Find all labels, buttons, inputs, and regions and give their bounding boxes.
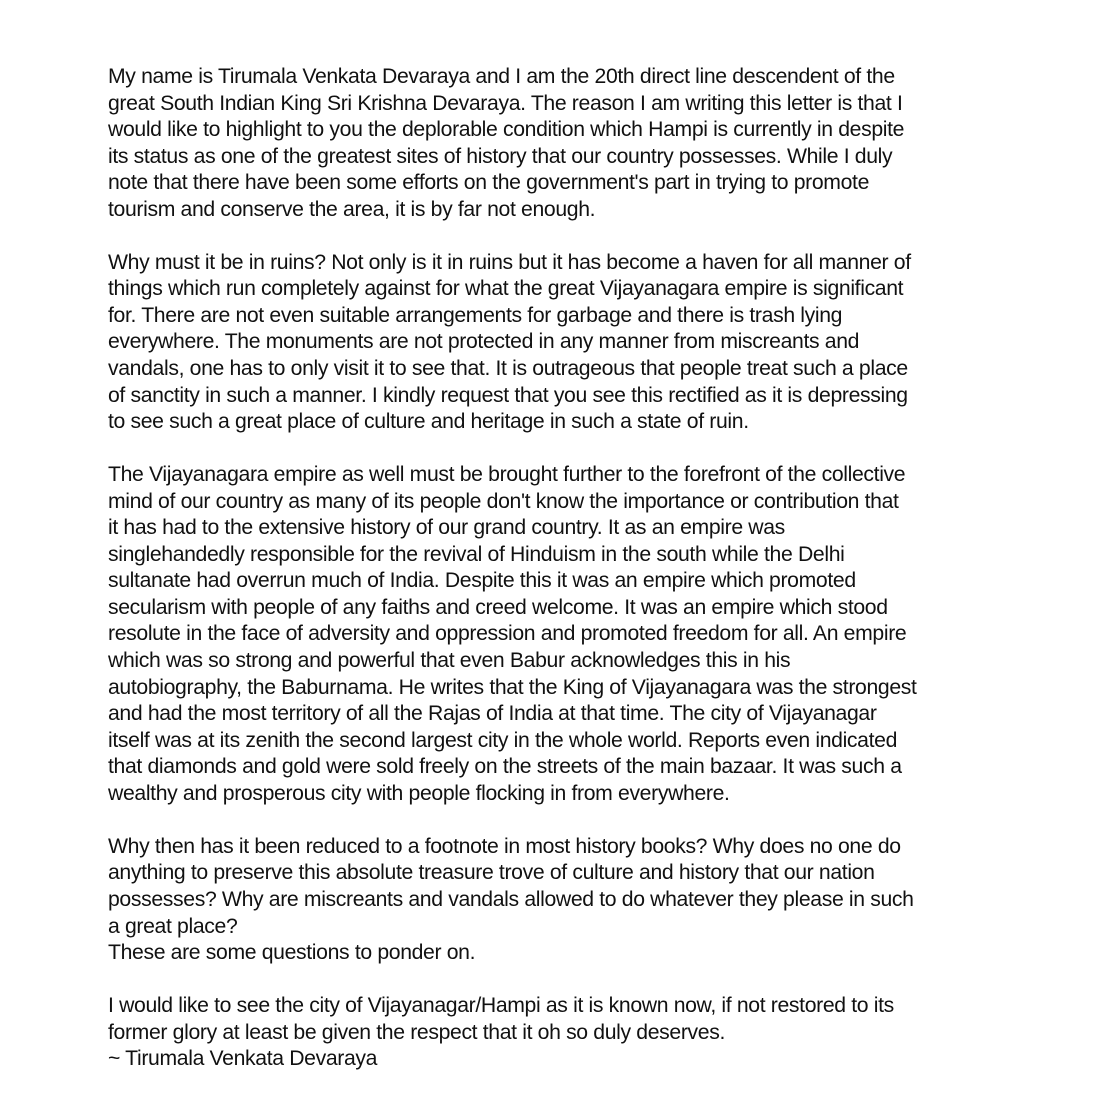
text-line: tourism and conserve the area, it is by far not enough. <box>108 197 596 221</box>
text-line: and had the most territory of all the Rajas of India at that time. The city of Vijayanagar <box>108 702 877 726</box>
text-line: mind of our country as many of its people don't know the importance or contribution that <box>108 489 899 513</box>
text-line: would like to highlight to you the deplorable condition which Hampi is currently in despite <box>108 118 905 142</box>
text-line: to see such a great place of culture and heritage in such a state of ruin. <box>108 410 749 434</box>
text-line: My name is Tirumala Venkata Devaraya and I am the 20th direct line descendent of the <box>108 65 895 88</box>
text-line: which was so strong and powerful that even Babur acknowledges this in his <box>108 649 791 673</box>
text-line: Why then has it been reduced to a footnote in most history books? Why does no one do <box>108 834 901 858</box>
paragraph-ruins <box>108 250 1018 436</box>
text-line: possesses? Why are miscreants and vandals allowed to do whatever they please in such <box>108 887 914 911</box>
paragraph-intro <box>108 64 1018 223</box>
text-line: great South Indian King Sri Krishna Devaraya. The reason I am writing this letter is that I <box>108 91 903 115</box>
text-line: secularism with people of any faiths and creed welcome. It was an empire which stood <box>108 595 888 619</box>
text-line: vandals, one has to only visit it to see that. It is outrageous that people treat such a place <box>108 357 908 381</box>
paragraph-questions <box>108 834 1018 967</box>
text-line: for. There are not even suitable arrangements for garbage and there is trash lying <box>108 303 843 327</box>
paragraph-empire-history <box>108 462 1018 807</box>
text-line: that diamonds and gold were sold freely on the streets of the main bazaar. It was such a <box>108 755 902 779</box>
text-line: note that there have been some efforts on the government's part in trying to promote <box>108 171 870 195</box>
text-line: These are some questions to ponder on. <box>108 941 476 965</box>
text-line: The Vijayanagara empire as well must be brought further to the forefront of the collective <box>108 463 906 487</box>
text-line: its status as one of the greatest sites of history that our country possesses. While I duly <box>108 144 893 168</box>
text-line: sultanate had overrun much of India. Despite this it was an empire which promoted <box>108 569 856 593</box>
text-line: resolute in the face of adversity and oppression and promoted freedom for all. An empire <box>108 622 907 646</box>
text-line: it has had to the extensive history of our grand country. It as an empire was <box>108 516 785 540</box>
text-line: things which run completely against for what the great Vijayanagara empire is significant <box>108 277 904 301</box>
letter-body <box>108 64 1018 1073</box>
text-line: everywhere. The monuments are not protected in any manner from miscreants and <box>108 330 860 354</box>
text-line: autobiography, the Baburnama. He writes that the King of Vijayanagara was the strongest <box>108 675 917 699</box>
text-line: of sanctity in such a manner. I kindly request that you see this rectified as it is depressing <box>108 383 908 407</box>
text-line: singlehandedly responsible for the revival of Hinduism in the south while the Delhi <box>108 542 845 566</box>
text-line: wealthy and prosperous city with people flocking in from everywhere. <box>108 781 730 805</box>
text-line: I would like to see the city of Vijayanagar/Hampi as it is known now, if not restored to its <box>108 994 894 1018</box>
text-line: itself was at its zenith the second largest city in the whole world. Reports even indicated <box>108 728 898 752</box>
text-line: former glory at least be given the respect that it oh so duly deserves. <box>108 1020 725 1044</box>
paragraph-closing <box>108 993 1018 1073</box>
signature: ~ Tirumala Venkata Devaraya <box>108 1047 378 1071</box>
text-line: anything to preserve this absolute treasure trove of culture and history that our nation <box>108 861 875 885</box>
text-line: Why must it be in ruins? Not only is it in ruins but it has become a haven for all manner of <box>108 250 911 274</box>
text-line: a great place? <box>108 914 238 938</box>
